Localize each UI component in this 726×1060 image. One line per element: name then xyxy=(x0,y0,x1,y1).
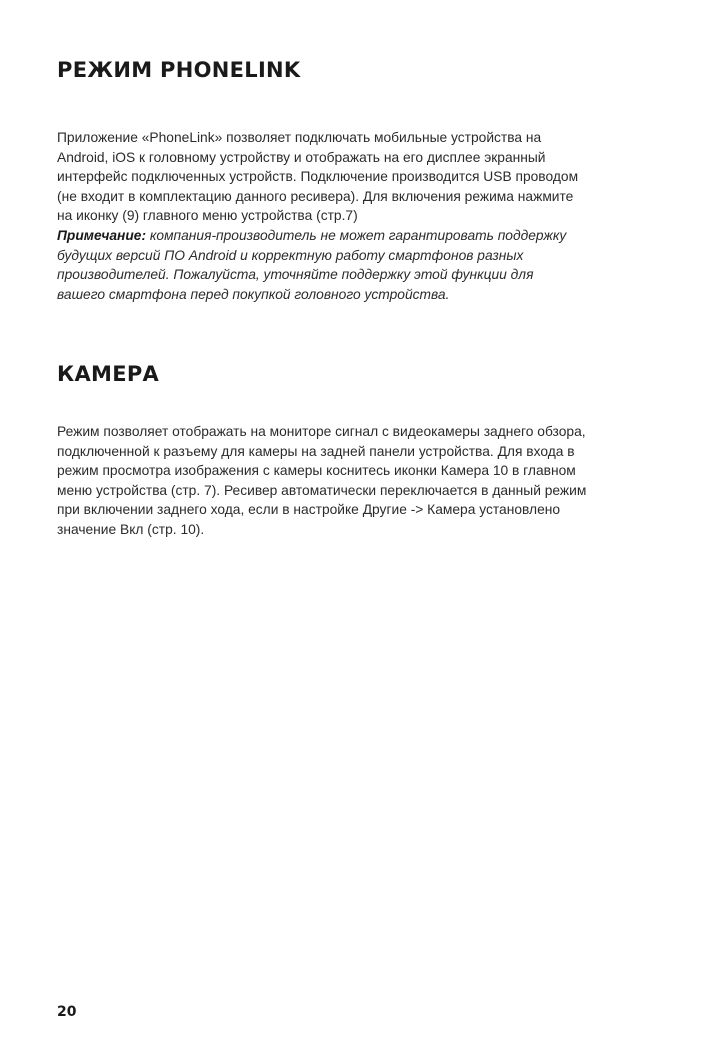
paragraph-line: интерфейс подключенных устройств. Подключение производится USB проводом xyxy=(57,169,579,185)
paragraph-line: Режим позволяет отображать на мониторе сигнал с видеокамеры заднего обзора, xyxy=(57,424,586,439)
paragraph-line: режим просмотра изображения с камеры коснитесь иконки Камера 10 в главном xyxy=(57,463,576,479)
paragraph-line: Android, iOS к головному устройству и отображать на его дисплее экранный xyxy=(57,149,546,165)
paragraph-line: при включении заднего хода, если в настройке Другие -> Камера установлено xyxy=(57,502,561,518)
note-text: компания-производитель не может гарантировать поддержку xyxy=(146,227,567,243)
paragraph-line: на иконку (9) главного меню устройства (стр.7) xyxy=(57,208,358,224)
phonelink-description xyxy=(57,128,578,304)
paragraph-line: меню устройства (стр. 7). Ресивер автоматически переключается в данный режим xyxy=(57,482,587,498)
note-first-line xyxy=(57,226,578,246)
note-label: Примечание: xyxy=(57,227,147,243)
paragraph-line: подключенной к разъему для камеры на задней панели устройства. Для входа в xyxy=(57,443,575,459)
paragraph-line: Приложение «PhoneLink» позволяет подключать мобильные устройства на xyxy=(57,130,542,145)
note-line: производителей. Пожалуйста, уточняйте поддержку этой функции для xyxy=(57,267,534,283)
section-title-phonelink: РЕЖИМ PHONELINK xyxy=(57,58,301,82)
note-line: будущих версий ПО Android и корректную работу смартфонов разных xyxy=(57,247,524,263)
page-number: 20 xyxy=(57,1004,77,1020)
camera-description xyxy=(57,422,586,540)
section-title-camera: КАМЕРА xyxy=(57,362,160,386)
paragraph-line: значение Вкл (стр. 10). xyxy=(57,521,205,537)
paragraph-line: (не входит в комплектацию данного ресивера). Для включения режима нажмите xyxy=(57,188,574,204)
note-line: вашего смартфона перед покупкой головного устройства. xyxy=(57,286,450,302)
